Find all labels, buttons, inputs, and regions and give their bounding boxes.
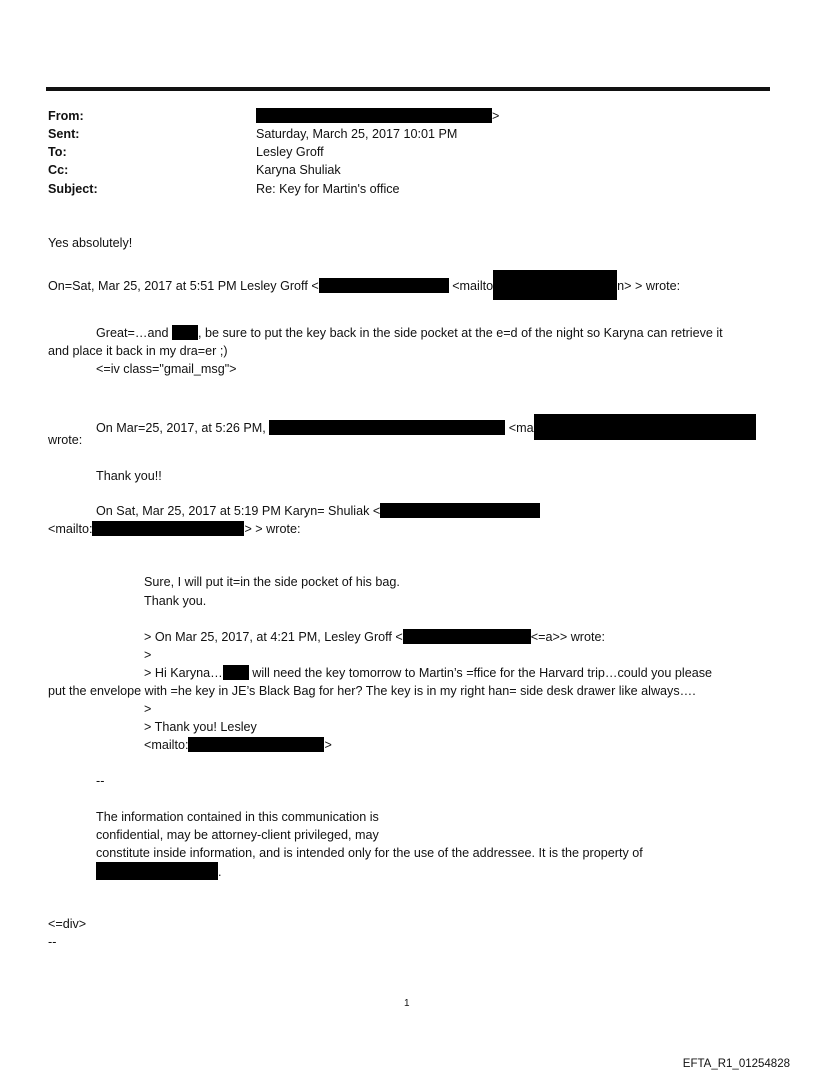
- redaction-block: [96, 862, 218, 880]
- quote1-line1-b: , be sure to put the key back in the side pocket at the e=d of the night so Karyna can retrieve it: [197, 326, 723, 340]
- subject-label: Subject:: [48, 182, 98, 196]
- quote2-text: Thank you!!: [96, 469, 162, 483]
- redaction-block: [92, 521, 244, 536]
- redaction-block: [256, 108, 492, 123]
- from-value: [256, 108, 499, 124]
- quote4-line1: [144, 665, 712, 681]
- quote4-line1-b: will need the key tomorrow to Martin’s =ffice for the Harvard trip…could you please: [252, 666, 713, 680]
- redaction-block: [380, 503, 540, 518]
- quote3-intro: [96, 503, 540, 519]
- document-id: EFTA_R1_01254828: [682, 1058, 790, 1070]
- from-label: From:: [48, 109, 84, 123]
- redaction-block: [269, 420, 505, 435]
- quote1-intro: [48, 270, 680, 300]
- header-rule: [46, 87, 770, 91]
- quote4-gt2: >: [144, 702, 152, 716]
- signature-dashes: --: [96, 774, 105, 788]
- sent-value: Saturday, March 25, 2017 10:01 PM: [256, 127, 458, 141]
- quote4-gt1: >: [144, 648, 152, 662]
- page-number: 1: [404, 998, 410, 1009]
- quote2-intro: [96, 414, 756, 440]
- quote3-line2: Thank you.: [144, 594, 207, 608]
- quote3-intro-a: On Sat, Mar 25, 2017 at 5:19 PM Karyn= Shuliak <: [96, 504, 381, 518]
- quote4-thanks: > Thank you! Lesley: [144, 720, 257, 734]
- quote4-intro: [144, 629, 605, 645]
- redaction-block: [319, 278, 449, 293]
- redaction-block: [223, 665, 249, 680]
- redaction-block: [534, 414, 756, 440]
- quote3-wrap-b: > > wrote:: [244, 522, 301, 536]
- end-div-text: <=div>: [48, 917, 87, 931]
- quote2-wrap: wrote:: [48, 433, 83, 447]
- disclaimer-line2: confidential, may be attorney-client privileged, may: [96, 828, 379, 842]
- redaction-block: [172, 325, 198, 340]
- quote4-mailto-b: >: [324, 738, 332, 752]
- quote1-intro-b: <mailto: [452, 279, 494, 293]
- redaction-block: [188, 737, 324, 752]
- quote4-intro-b: <=a>> wrote:: [530, 630, 605, 644]
- subject-value: Re: Key for Martin's office: [256, 182, 400, 196]
- disclaimer-line4-end: .: [218, 865, 222, 879]
- quote1-line1-a: Great=…and: [96, 326, 169, 340]
- to-label: To:: [48, 145, 67, 159]
- quote2-intro-b: <ma: [508, 421, 534, 435]
- cc-label: Cc:: [48, 163, 69, 177]
- sent-label: Sent:: [48, 127, 80, 141]
- quote4-mailto-a: <mailto:: [144, 738, 189, 752]
- quote2-intro-a: On Mar=25, 2017, at 5:26 PM,: [96, 421, 266, 435]
- disclaimer-line4: [96, 862, 222, 880]
- quote3-wrap: [48, 521, 300, 537]
- to-value: Lesley Groff: [256, 145, 324, 159]
- quote4-line2: put the envelope with =he key in JE’s Black Bag for her? The key is in my right han= side desk drawer like always….: [48, 684, 696, 698]
- quote1-line3: <=iv class="gmail_msg">: [96, 362, 237, 376]
- quote3-wrap-a: <mailto:: [48, 522, 93, 536]
- quote1-intro-c: n> > wrote:: [617, 279, 681, 293]
- quote1-intro-a: On=Sat, Mar 25, 2017 at 5:51 PM Lesley Groff <: [48, 279, 319, 293]
- quote1-line2: and place it back in my dra=er ;): [48, 344, 228, 358]
- quote4-mailto: [144, 737, 332, 753]
- quote4-line1-a: > Hi Karyna…: [144, 666, 223, 680]
- quote3-line1: Sure, I will put it=in the side pocket of his bag.: [144, 575, 400, 589]
- cc-value: Karyna Shuliak: [256, 163, 341, 177]
- end-dashes: --: [48, 935, 57, 949]
- reply-text: Yes absolutely!: [48, 236, 133, 250]
- redaction-block: [403, 629, 531, 644]
- from-value-suffix: >: [492, 109, 500, 123]
- quote4-intro-a: > On Mar 25, 2017, at 4:21 PM, Lesley Groff <: [144, 630, 403, 644]
- disclaimer-line1: The information contained in this communication is: [96, 810, 379, 824]
- redaction-block: [493, 270, 617, 300]
- disclaimer-line3: constitute inside information, and is intended only for the use of the addressee. It is the property of: [96, 846, 643, 860]
- quote1-line1: [96, 325, 723, 341]
